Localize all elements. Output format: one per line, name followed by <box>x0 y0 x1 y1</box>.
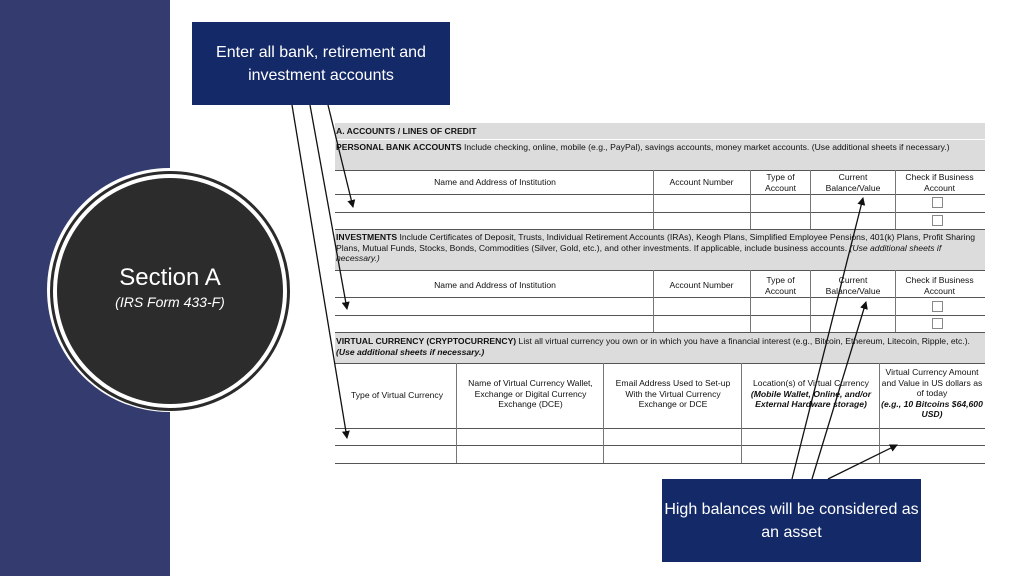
crypto-col-amount-main: Virtual Currency Amount and Value in US dollars as of today <box>881 367 983 398</box>
crypto-col-location-note: (Mobile Wallet, Online, and/or External Hardware storage) <box>750 388 872 409</box>
arrow-to-bank-row <box>328 105 353 207</box>
crypto-note: (Use additional sheets if necessary.) <box>336 346 485 357</box>
inv-col-balance: Current Balance/Value <box>825 275 881 296</box>
section-title: Section A <box>119 264 221 291</box>
investments-title: INVESTMENTS <box>336 232 398 242</box>
investments-desc-text: Include Certificates of Deposit, Trusts, Individual Retirement Accounts (IRAs), Keogh Plans, Simplified Employee Pensions, 401(k) Plans, Profit Sharing Plans, Mutual Funds, Stocks, Bonds, Commodities (Silver, Gold, etc.), and other investments. If applicable, include business accounts. <box>336 232 976 253</box>
bank-col-business: Check if Business Account <box>905 172 974 193</box>
bank-col-account-number: Account Number <box>669 177 734 187</box>
inv-col-type: Type of Account <box>764 275 797 296</box>
form-header: A. ACCOUNTS / LINES OF CREDIT <box>336 126 477 136</box>
crypto-col-email: Email Address Used to Set-up With the Virtual Currency Exchange or DCE <box>615 378 731 409</box>
crypto-col-amount-note: (e.g., 10 Bitcoins $64,600 USD) <box>881 398 983 419</box>
bank-title: PERSONAL BANK ACCOUNTS <box>336 142 462 152</box>
bank-desc-text: Include checking, online, mobile (e.g., PayPal), savings accounts, money market accounts. (Use additional sheets if necessary.) <box>461 142 950 152</box>
arrow-to-investments-row <box>310 105 347 309</box>
section-subtitle: (IRS Form 433-F) <box>115 294 225 310</box>
crypto-col-location-main: Location(s) of Virtual Currency <box>753 378 869 388</box>
crypto-desc-text: List all virtual currency you own or in which you have a financial interest (e.g., Bitcoin, Ethereum, Litecoin, Ripple, etc.). <box>516 336 970 346</box>
callout-high-balances-text: High balances will be considered as an asset <box>664 500 919 541</box>
investments-note: (Use additional sheets if necessary.) <box>336 242 942 263</box>
arrow-to-crypto-amount <box>828 445 897 479</box>
arrow-to-bank-balance <box>792 198 863 479</box>
bank-col-type: Type of Account <box>764 172 797 193</box>
crypto-title: VIRTUAL CURRENCY (CRYPTOCURRENCY) <box>336 336 517 346</box>
inv-col-business: Check if Business Account <box>905 275 974 296</box>
crypto-col-type: Type of Virtual Currency <box>350 390 444 400</box>
inv-col-account-number: Account Number <box>669 280 734 290</box>
callout-bank-accounts-text: Enter all bank, retirement and investment accounts <box>216 43 426 84</box>
inv-col-name: Name and Address of Institution <box>434 280 556 290</box>
arrow-to-investments-balance <box>812 302 866 479</box>
crypto-col-wallet: Name of Virtual Currency Wallet, Exchange or Digital Currency Exchange (DCE) <box>468 378 593 409</box>
bank-col-balance: Current Balance/Value <box>825 172 881 193</box>
bank-col-name: Name and Address of Institution <box>434 177 556 187</box>
